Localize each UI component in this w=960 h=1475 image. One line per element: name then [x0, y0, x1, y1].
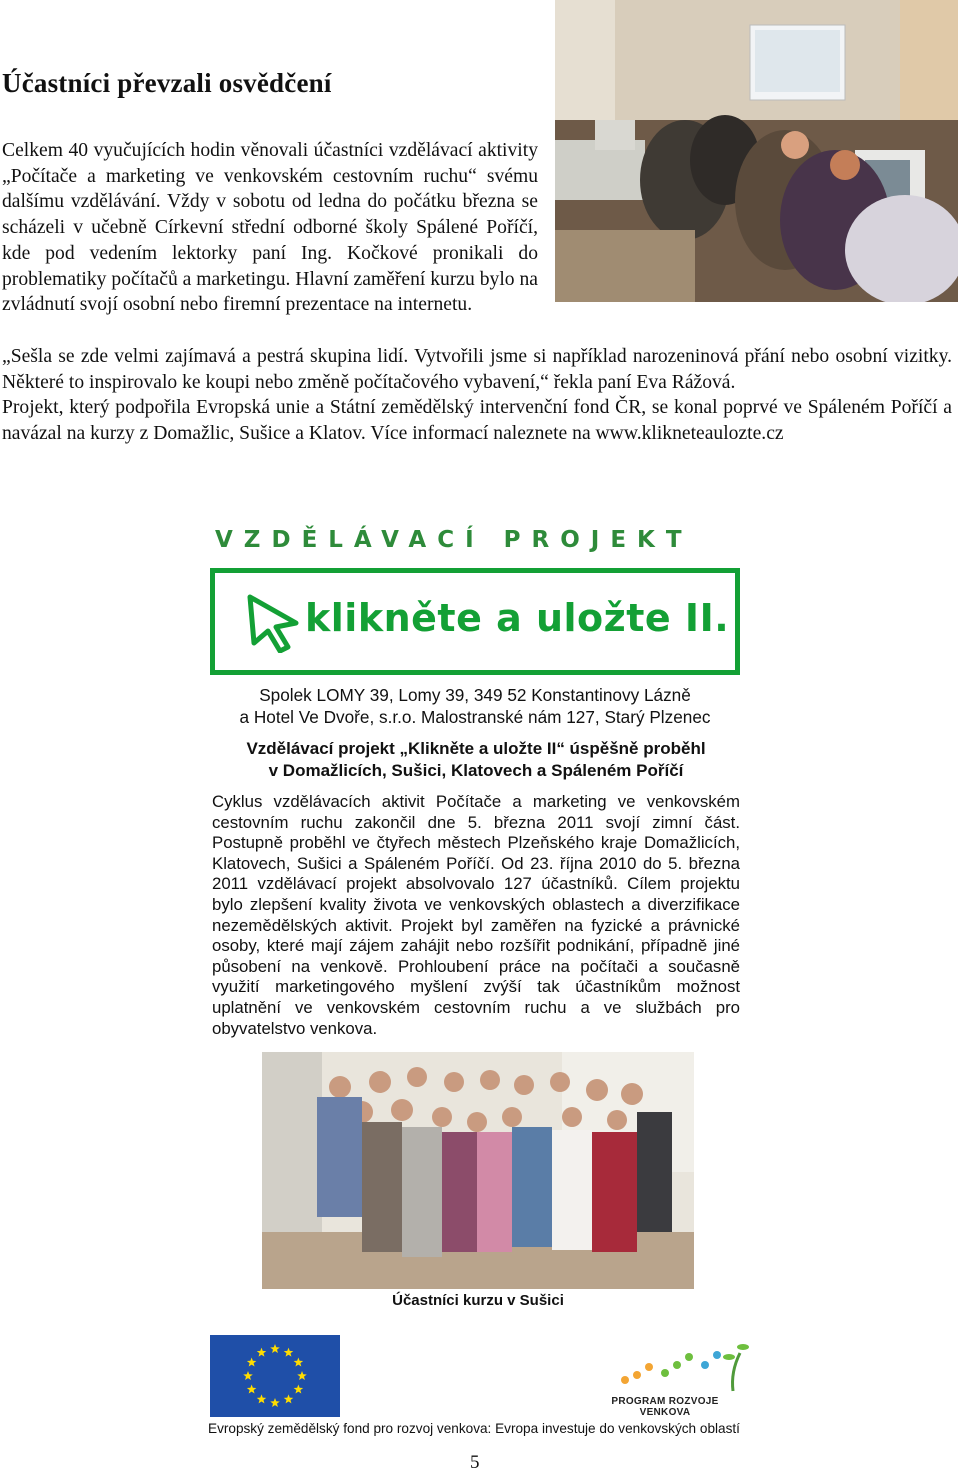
article-title: Účastníci převzali osvědčení — [2, 68, 332, 98]
intro-paragraph — [2, 138, 538, 318]
group-photo — [262, 1052, 694, 1289]
photo-caption: Účastníci kurzu v Sušici — [392, 1292, 564, 1309]
headline-line-1: Vzdělávací projekt „Klikněte a uložte II“ úspěšně proběhl — [246, 739, 706, 758]
headline-line-2: v Domažlicích, Sušici, Klatovech a Spáleném Poříčí — [268, 761, 684, 780]
quote-paragraph: „Sešla se zde velmi zajímavá a pestrá skupina lidí. Vytvořili jsme si například narozeninová přání nebo osobní vizitky. Některé to inspirovalo ke koupi nebo změně počítačového vybavení,“ řekla paní Eva Rážová. — [2, 346, 952, 393]
poster-headline — [212, 738, 740, 782]
classroom-photo — [555, 0, 958, 302]
poster-kicker: VZDĚLÁVACÍ PROJEKT — [215, 527, 693, 553]
eu-flag-logo — [210, 1335, 340, 1417]
page-number: 5 — [470, 1452, 480, 1473]
closing-paragraph: Projekt, který podpořila Evropská unie a Státní zemědělský intervenční fond ČR, se konal poprvé ve Spáleném Poříčí a navázal na kurzy z Domažlic, Sušice a Klatov. Více informací naleznete na www.klikneteaulozte.cz — [2, 397, 952, 445]
article-body — [2, 344, 952, 447]
eu-fund-text: Evropský zemědělský fond pro rozvoj venkova: Evropa investuje do venkovských oblastí — [208, 1421, 740, 1436]
poster-body: Cyklus vzdělávacích aktivit Počítače a marketing ve venkovském cestovním ruchu zakončil dne 5. března 2011 svojí zimní část. Postupně proběhl ve čtyřech městech Plzeňského kraje Domažlicích, Klatovech, Sušici a Spáleném Poříčí. Od 23. října 2010 do 5. března 2011 vzdělávací projekt absolvovalo 127 účastníků. Cílem projektu bylo zlepšení kvality života ve venkovských oblastech a diverzifikace nezemědělských aktivit. Projekt byl zaměřen na fyzické a právnické osoby, které mají zájem zahájit nebo rozšířit podnikání, případně jiné působení na venkově. Prohloubení práce na počítači a současně využití marketingového myšlení zvýší tak účastníkům možnost uplatnění ve venkovském cestovním ruchu a ve službách pro obyvatelstvo venkova. — [212, 792, 740, 1038]
intro-text: Celkem 40 vyučujících hodin věnovali účastníci vzdělávací aktivity „Počítače a marketing ve venkovském cestovním ruchu“ svému dalšímu vzdělávání. Vždy v sobotu od ledna do počátku března se scházeli v učebně Církevní střední odborné školy Spálené Poříčí, kde pod vedením lektorky paní Ing. Kočkové pronikali do problematiky počítačů a marketingu. Hlavní zaměření kurzu bylo na zvládnutí svojí osobní nebo firemní prezentace na internetu. — [2, 140, 538, 316]
organizer-line-2: a Hotel Ve Dvoře, s.r.o. Malostranské nám 127, Starý Plzenec — [239, 707, 711, 727]
organizer-line-1: Spolek LOMY 39, Lomy 39, 349 52 Konstantinovy Lázně — [259, 685, 691, 705]
cursor-arrow-icon — [244, 593, 302, 653]
program-logo-text: PROGRAM ROZVOJE VENKOVA — [611, 1396, 719, 1418]
brand-name: klikněte a uložte II. — [305, 596, 730, 640]
organizer-block — [210, 684, 740, 728]
